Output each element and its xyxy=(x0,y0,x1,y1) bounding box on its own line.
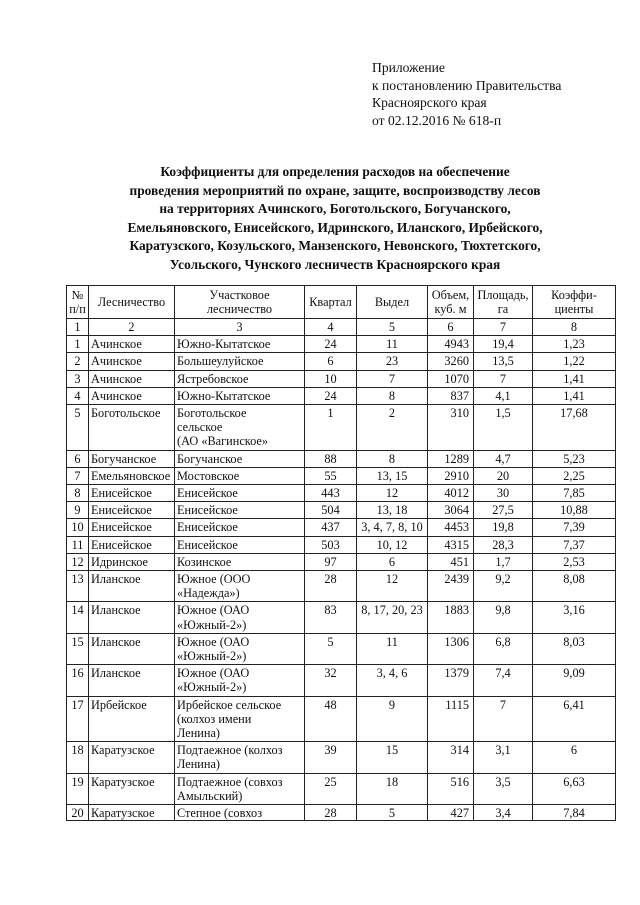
title-line: Каратузского, Козульского, Манзенского, Невонского, Тюхтетского, xyxy=(129,238,541,254)
area: 6,8 xyxy=(474,633,533,664)
title-line: Емельяновского, Енисейского, Идринского, Иланского, Ирбейского, xyxy=(127,219,543,235)
allotment: 9 xyxy=(357,696,428,742)
row-number: 17 xyxy=(67,696,89,742)
column-index: 6 xyxy=(428,319,474,336)
district-forestry: Енисейское xyxy=(175,502,305,519)
coefficient: 7,84 xyxy=(533,805,616,821)
volume: 1883 xyxy=(428,602,474,633)
allotment: 3, 4, 7, 8, 10 xyxy=(357,519,428,536)
quarter: 10 xyxy=(305,370,357,387)
forestry: Боготольское xyxy=(89,405,175,451)
district-forestry: Козинское xyxy=(175,553,305,570)
table-row xyxy=(67,387,616,404)
row-number: 12 xyxy=(67,553,89,570)
volume: 1115 xyxy=(428,696,474,742)
row-number: 2 xyxy=(67,353,89,370)
quarter: 83 xyxy=(305,602,357,633)
district-forestry: Большеулуйское xyxy=(175,353,305,370)
row-number: 5 xyxy=(67,405,89,451)
area: 1,5 xyxy=(474,405,533,451)
column-index: 4 xyxy=(305,319,357,336)
table-row xyxy=(67,467,616,484)
forestry: Ирбейское xyxy=(89,696,175,742)
coefficient: 6,63 xyxy=(533,773,616,804)
forestry: Каратузское xyxy=(89,773,175,804)
column-index-row xyxy=(67,319,616,336)
volume: 4315 xyxy=(428,536,474,553)
allotment: 8, 17, 20, 23 xyxy=(357,602,428,633)
forestry: Богучанское xyxy=(89,450,175,467)
appendix-line: Красноярского края xyxy=(372,95,487,111)
title-line: на территориях Ачинского, Боготольского, Богучанского, xyxy=(159,201,511,217)
quarter: 503 xyxy=(305,536,357,553)
district-forestry: Южное (ОАО «Южный-2») xyxy=(175,633,305,664)
volume: 3260 xyxy=(428,353,474,370)
district-forestry: Южно-Кытатское xyxy=(175,336,305,353)
area: 1,7 xyxy=(474,553,533,570)
forestry: Енисейское xyxy=(89,536,175,553)
row-number: 6 xyxy=(67,450,89,467)
row-number: 15 xyxy=(67,633,89,664)
header-area: Площадь, га xyxy=(474,286,533,319)
volume: 427 xyxy=(428,805,474,821)
area: 3,1 xyxy=(474,742,533,773)
forestry: Ачинское xyxy=(89,353,175,370)
quarter: 39 xyxy=(305,742,357,773)
header-district: Участковое лесничество xyxy=(175,286,305,319)
allotment: 23 xyxy=(357,353,428,370)
coefficient: 1,41 xyxy=(533,387,616,404)
allotment: 8 xyxy=(357,387,428,404)
table-row xyxy=(67,450,616,467)
allotment: 7 xyxy=(357,370,428,387)
coefficient: 17,68 xyxy=(533,405,616,451)
forestry: Каратузское xyxy=(89,805,175,821)
table-row xyxy=(67,571,616,602)
quarter: 28 xyxy=(305,805,357,821)
allotment: 11 xyxy=(357,633,428,664)
coefficient: 8,08 xyxy=(533,571,616,602)
quarter: 55 xyxy=(305,467,357,484)
coefficient: 7,37 xyxy=(533,536,616,553)
quarter: 5 xyxy=(305,633,357,664)
allotment: 12 xyxy=(357,571,428,602)
header-volume: Объем, куб. м xyxy=(428,286,474,319)
volume: 1070 xyxy=(428,370,474,387)
allotment: 2 xyxy=(357,405,428,451)
allotment: 8 xyxy=(357,450,428,467)
coefficient: 6 xyxy=(533,742,616,773)
header-allotment: Выдел xyxy=(357,286,428,319)
allotment: 10, 12 xyxy=(357,536,428,553)
area: 7,4 xyxy=(474,665,533,696)
column-index: 8 xyxy=(533,319,616,336)
table-row xyxy=(67,353,616,370)
coefficient: 1,23 xyxy=(533,336,616,353)
column-index: 2 xyxy=(89,319,175,336)
coefficient: 2,53 xyxy=(533,553,616,570)
volume: 1379 xyxy=(428,665,474,696)
volume: 451 xyxy=(428,553,474,570)
title-line: Коэффициенты для определения расходов на обеспечение xyxy=(160,164,510,179)
quarter: 28 xyxy=(305,571,357,602)
volume: 4012 xyxy=(428,485,474,502)
coefficient: 2,25 xyxy=(533,467,616,484)
forestry: Ачинское xyxy=(89,387,175,404)
area: 9,8 xyxy=(474,602,533,633)
table-row xyxy=(67,536,616,553)
volume: 837 xyxy=(428,387,474,404)
row-number: 20 xyxy=(67,805,89,821)
header-quarter: Квартал xyxy=(305,286,357,319)
volume: 516 xyxy=(428,773,474,804)
district-forestry: Енисейское xyxy=(175,485,305,502)
forestry: Енисейское xyxy=(89,485,175,502)
district-forestry: Южное (ООО «Надежда») xyxy=(175,571,305,602)
row-number: 9 xyxy=(67,502,89,519)
allotment: 12 xyxy=(357,485,428,502)
volume: 4943 xyxy=(428,336,474,353)
coefficient: 7,85 xyxy=(533,485,616,502)
district-forestry: Мостовское xyxy=(175,467,305,484)
volume: 2910 xyxy=(428,467,474,484)
row-number: 16 xyxy=(67,665,89,696)
allotment: 3, 4, 6 xyxy=(357,665,428,696)
table-row xyxy=(67,405,616,451)
row-number: 19 xyxy=(67,773,89,804)
area: 3,5 xyxy=(474,773,533,804)
volume: 310 xyxy=(428,405,474,451)
column-index: 7 xyxy=(474,319,533,336)
table-row xyxy=(67,502,616,519)
row-number: 10 xyxy=(67,519,89,536)
row-number: 7 xyxy=(67,467,89,484)
district-forestry: Боготольское сельское (АО «Вагинское» xyxy=(175,405,305,451)
row-number: 8 xyxy=(67,485,89,502)
allotment: 13, 18 xyxy=(357,502,428,519)
column-index: 3 xyxy=(175,319,305,336)
allotment: 18 xyxy=(357,773,428,804)
quarter: 97 xyxy=(305,553,357,570)
quarter: 1 xyxy=(305,405,357,451)
coefficient: 6,41 xyxy=(533,696,616,742)
table-row xyxy=(67,742,616,773)
row-number: 11 xyxy=(67,536,89,553)
header-coefficient: Коэффи- циенты xyxy=(533,286,616,319)
row-number: 4 xyxy=(67,387,89,404)
quarter: 48 xyxy=(305,696,357,742)
coefficient: 1,22 xyxy=(533,353,616,370)
area: 27,5 xyxy=(474,502,533,519)
volume: 1289 xyxy=(428,450,474,467)
volume: 3064 xyxy=(428,502,474,519)
row-number: 1 xyxy=(67,336,89,353)
row-number: 18 xyxy=(67,742,89,773)
header-number: № п/п xyxy=(67,286,89,319)
coefficient: 1,41 xyxy=(533,370,616,387)
district-forestry: Богучанское xyxy=(175,450,305,467)
quarter: 437 xyxy=(305,519,357,536)
appendix-block xyxy=(372,59,561,129)
appendix-line: от 02.12.2016 № 618-п xyxy=(372,112,502,128)
district-forestry: Южно-Кытатское xyxy=(175,387,305,404)
coefficient: 3,16 xyxy=(533,602,616,633)
area: 9,2 xyxy=(474,571,533,602)
document-title xyxy=(40,163,630,275)
forestry: Енисейское xyxy=(89,502,175,519)
row-number: 14 xyxy=(67,602,89,633)
district-forestry: Южное (ОАО «Южный-2») xyxy=(175,602,305,633)
volume: 2439 xyxy=(428,571,474,602)
coefficients-table xyxy=(66,285,616,821)
volume: 1306 xyxy=(428,633,474,664)
forestry: Ачинское xyxy=(89,370,175,387)
column-index: 1 xyxy=(67,319,89,336)
area: 30 xyxy=(474,485,533,502)
forestry: Ачинское xyxy=(89,336,175,353)
forestry: Енисейское xyxy=(89,519,175,536)
coefficient: 8,03 xyxy=(533,633,616,664)
district-forestry: Ирбейское сельское (колхоз имени Ленина) xyxy=(175,696,305,742)
forestry: Емельяновское xyxy=(89,467,175,484)
forestry: Иланское xyxy=(89,602,175,633)
coefficient: 10,88 xyxy=(533,502,616,519)
allotment: 15 xyxy=(357,742,428,773)
column-index: 5 xyxy=(357,319,428,336)
coefficient: 5,23 xyxy=(533,450,616,467)
quarter: 25 xyxy=(305,773,357,804)
district-forestry: Подтаежное (совхоз Амыльский) xyxy=(175,773,305,804)
district-forestry: Енисейское xyxy=(175,519,305,536)
table-body xyxy=(67,336,616,821)
district-forestry: Енисейское xyxy=(175,536,305,553)
area: 4,1 xyxy=(474,387,533,404)
quarter: 88 xyxy=(305,450,357,467)
area: 3,4 xyxy=(474,805,533,821)
row-number: 13 xyxy=(67,571,89,602)
area: 4,7 xyxy=(474,450,533,467)
title-line: проведения мероприятий по охране, защите, воспроизводству лесов xyxy=(129,182,541,198)
appendix-line: к постановлению Правительства xyxy=(372,77,562,93)
table-row xyxy=(67,370,616,387)
forestry: Иланское xyxy=(89,665,175,696)
forestry: Иланское xyxy=(89,571,175,602)
title-line: Усольского, Чунского лесничеств Красноярского края xyxy=(169,256,501,272)
header-forestry: Лесничество xyxy=(89,286,175,319)
appendix-line: Приложение xyxy=(372,60,445,75)
quarter: 6 xyxy=(305,353,357,370)
allotment: 5 xyxy=(357,805,428,821)
quarter: 24 xyxy=(305,387,357,404)
allotment: 11 xyxy=(357,336,428,353)
quarter: 32 xyxy=(305,665,357,696)
area: 19,8 xyxy=(474,519,533,536)
district-forestry: Ястребовское xyxy=(175,370,305,387)
table-row xyxy=(67,519,616,536)
volume: 4453 xyxy=(428,519,474,536)
forestry: Каратузское xyxy=(89,742,175,773)
area: 7 xyxy=(474,370,533,387)
forestry: Иланское xyxy=(89,633,175,664)
district-forestry: Южное (ОАО «Южный-2») xyxy=(175,665,305,696)
volume: 314 xyxy=(428,742,474,773)
area: 28,3 xyxy=(474,536,533,553)
area: 19,4 xyxy=(474,336,533,353)
table-row xyxy=(67,773,616,804)
table-row xyxy=(67,336,616,353)
area: 7 xyxy=(474,696,533,742)
allotment: 6 xyxy=(357,553,428,570)
allotment: 13, 15 xyxy=(357,467,428,484)
coefficient: 7,39 xyxy=(533,519,616,536)
area: 13,5 xyxy=(474,353,533,370)
area: 20 xyxy=(474,467,533,484)
row-number: 3 xyxy=(67,370,89,387)
table-row xyxy=(67,485,616,502)
table-row xyxy=(67,665,616,696)
quarter: 504 xyxy=(305,502,357,519)
quarter: 24 xyxy=(305,336,357,353)
table-row xyxy=(67,633,616,664)
table-row xyxy=(67,602,616,633)
header-row xyxy=(67,286,616,319)
forestry: Идринское xyxy=(89,553,175,570)
coefficient: 9,09 xyxy=(533,665,616,696)
district-forestry: Подтаежное (колхоз Ленина) xyxy=(175,742,305,773)
quarter: 443 xyxy=(305,485,357,502)
table-row xyxy=(67,553,616,570)
table-row xyxy=(67,805,616,821)
district-forestry: Степное (совхоз xyxy=(175,805,305,821)
table-row xyxy=(67,696,616,742)
